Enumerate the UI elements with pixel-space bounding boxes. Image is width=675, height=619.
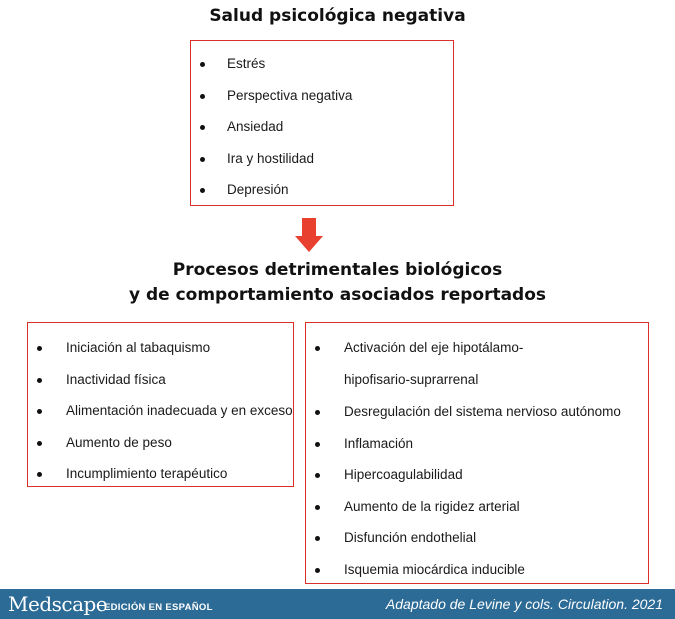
list-item: [28, 364, 293, 396]
list-item-label: Isquemia miocárdica inducible: [344, 561, 525, 577]
bullet-icon: [315, 442, 320, 447]
bullet-icon: [315, 346, 320, 351]
list-item: [306, 459, 648, 491]
bullet-icon: [200, 157, 205, 162]
bullet-icon: [200, 62, 205, 67]
list-item-label: Iniciación al tabaquismo: [66, 340, 211, 355]
list-item: [28, 395, 293, 427]
bullet-icon: [200, 188, 205, 193]
list-item-label: Activación del eje hipotálamo-hipofisario-suprarrenal: [344, 340, 524, 387]
list-item: [306, 332, 648, 396]
bullet-icon: [315, 410, 320, 415]
footer-bar: [0, 589, 675, 619]
list-item-label: Alimentación inadecuada y en exceso: [66, 403, 293, 418]
list-item-label: Ira y hostilidad: [227, 150, 315, 166]
list-item: [306, 522, 648, 554]
bullet-icon: [37, 472, 42, 477]
list-item: [306, 554, 648, 586]
list-item: [191, 143, 453, 175]
list-item: [28, 458, 293, 490]
list-item-label: Depresión: [227, 182, 289, 197]
list-item-label: Aumento de la rigidez arterial: [344, 498, 520, 514]
edition-label: EDICIÓN EN ESPAÑOL: [104, 602, 213, 613]
source-credit: Adaptado de Levine y cols. Circulation. 2021: [385, 596, 663, 612]
negative-psych-health-box: [190, 40, 454, 206]
list-item-label: Incumplimiento terapéutico: [66, 466, 228, 481]
behavioral-processes-list: [28, 332, 293, 490]
down-arrow-icon: [295, 218, 323, 252]
list-item-label: Inflamación: [344, 435, 414, 451]
list-item-label: Hipercoagulabilidad: [344, 467, 463, 482]
list-item: [191, 111, 453, 143]
negative-psych-health-list: [191, 48, 453, 206]
list-item-label: Desregulación del sistema nervioso autónomo: [344, 404, 621, 419]
list-item-label: Aumento de peso: [66, 434, 172, 450]
list-item: [191, 174, 453, 206]
bullet-icon: [37, 441, 42, 446]
middle-title-line2: y de comportamiento asociados reportados: [128, 285, 547, 305]
middle-title-line1: Procesos detrimentales biológicos: [172, 260, 503, 280]
list-item: [306, 428, 648, 460]
bullet-icon: [37, 378, 42, 383]
list-item-label: Inactividad física: [66, 371, 166, 387]
list-item-label: Estrés: [227, 56, 266, 71]
bullet-icon: [315, 568, 320, 573]
behavioral-processes-box: [27, 322, 294, 487]
list-item: [28, 427, 293, 459]
list-item: [191, 80, 453, 112]
list-item-label: Perspectiva negativa: [227, 87, 353, 103]
bullet-icon: [200, 94, 205, 99]
biological-processes-box: [305, 322, 649, 584]
list-item: [28, 332, 293, 364]
middle-title: [0, 258, 675, 308]
list-item: [306, 396, 648, 428]
list-item: [191, 48, 453, 80]
list-item: [306, 491, 648, 523]
bullet-icon: [37, 346, 42, 351]
biological-processes-list: [306, 332, 648, 585]
bullet-icon: [315, 505, 320, 510]
top-title: Salud psicológica negativa: [209, 6, 466, 26]
list-item-label: Ansiedad: [227, 119, 284, 134]
bullet-icon: [200, 125, 205, 130]
medscape-logo: Medscape: [8, 592, 108, 616]
bullet-icon: [37, 409, 42, 414]
bullet-icon: [315, 473, 320, 478]
list-item-label: Disfunción endothelial: [344, 530, 477, 545]
bullet-icon: [315, 536, 320, 541]
